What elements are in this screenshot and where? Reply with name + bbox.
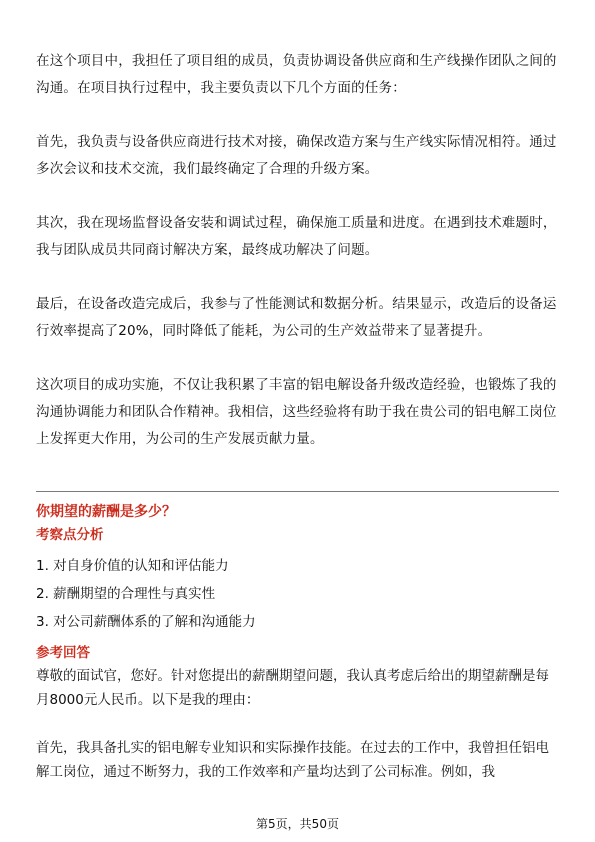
answer-paragraph: 尊敬的面试官，您好。针对您提出的薪酬期望问题，我认真考虑后给出的期望薪酬是每月8000元人民币。以下是我的理由： [36, 668, 549, 708]
analysis-point: 3. 对公司薪酬体系的了解和沟通能力 [36, 614, 256, 630]
analysis-point: 2. 薪酬期望的合理性与真实性 [36, 586, 216, 602]
answer-paragraph: 首先，我具备扎实的铝电解专业知识和实际操作技能。在过去的工作中，我曾担任铝电解工岗位，通过不断努力，我的工作效率和产量均达到了公司标准。例如，我 [36, 740, 549, 780]
page-number: 第5页，共50页 [256, 817, 339, 831]
reference-answer [36, 642, 559, 784]
paragraph: 这次项目的成功实施，不仅让我积累了丰富的铝电解设备升级改造经验，也锻炼了我的沟通协调能力和团队合作精神。我相信，这些经验将有助于我在贵公司的铝电解工岗位上发挥更大作用，为公司的生产发展贡献力量。 [36, 377, 557, 447]
question-title: 你期望的薪酬是多少？ [36, 504, 176, 520]
interview-question-block [36, 500, 559, 784]
paragraph: 在这个项目中，我担任了项目组的成员，负责协调设备供应商和生产线操作团队之间的沟通。在项目执行过程中，我主要负责以下几个方面的任务： [36, 53, 557, 96]
section-divider [36, 491, 559, 492]
answer-heading: 参考回答 [36, 645, 90, 661]
paragraph: 首先，我负责与设备供应商进行技术对接，确保改造方案与生产线实际情况相符。通过多次会议和技术交流，我们最终确定了合理的升级方案。 [36, 134, 557, 177]
analysis-list [36, 552, 559, 636]
paragraph: 其次，我在现场监督设备安装和调试过程，确保施工质量和进度。在遇到技术难题时，我与团队成员共同商讨解决方案，最终成功解决了问题。 [36, 215, 557, 258]
analysis-point: 1. 对自身价值的认知和评估能力 [36, 558, 229, 574]
previous-answer-continuation [36, 48, 559, 453]
analysis-heading: 考察点分析 [36, 527, 104, 543]
paragraph: 最后，在设备改造完成后，我参与了性能测试和数据分析。结果显示，改造后的设备运行效率提高了20%，同时降低了能耗，为公司的生产效益带来了显著提升。 [36, 296, 557, 339]
